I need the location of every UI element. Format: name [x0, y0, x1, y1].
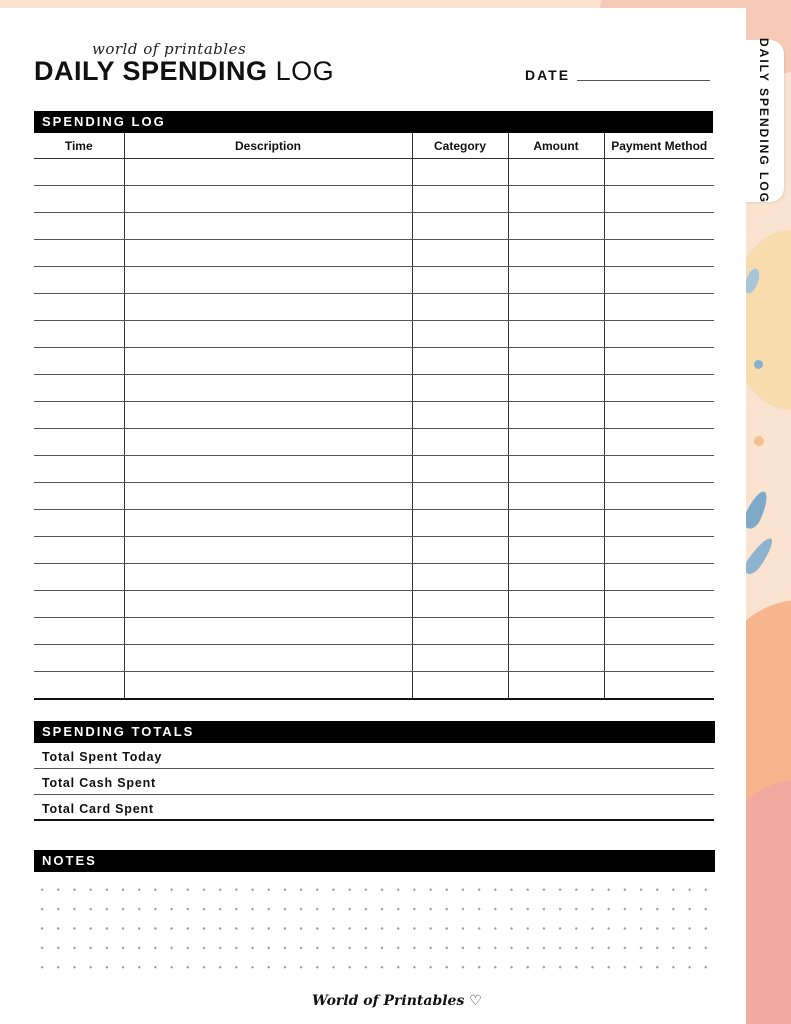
table-row — [34, 564, 714, 591]
table-body — [34, 159, 714, 700]
table-cell[interactable] — [124, 375, 412, 402]
table-cell[interactable] — [604, 618, 714, 645]
table-cell[interactable] — [412, 510, 508, 537]
table-row — [34, 294, 714, 321]
table-cell[interactable] — [124, 537, 412, 564]
table-cell[interactable] — [412, 537, 508, 564]
total-row[interactable]: Total Spent Today — [34, 743, 714, 769]
table-cell[interactable] — [412, 159, 508, 186]
table-row — [34, 402, 714, 429]
table-cell[interactable] — [508, 429, 604, 456]
table-cell[interactable] — [508, 186, 604, 213]
table-cell[interactable] — [412, 186, 508, 213]
table-cell[interactable] — [412, 348, 508, 375]
table-cell[interactable] — [34, 618, 124, 645]
spending-totals — [34, 743, 714, 821]
spending-totals-heading: SPENDING TOTALS — [34, 721, 715, 743]
table-cell[interactable] — [124, 564, 412, 591]
table-cell[interactable] — [412, 375, 508, 402]
title-light: LOG — [275, 56, 335, 86]
table-row — [34, 456, 714, 483]
table-row — [34, 483, 714, 510]
table-cell[interactable] — [124, 645, 412, 672]
table-row — [34, 375, 714, 402]
table-cell[interactable] — [124, 267, 412, 294]
table-cell[interactable] — [604, 294, 714, 321]
table-cell[interactable] — [34, 348, 124, 375]
table-row — [34, 348, 714, 375]
table-cell[interactable] — [412, 645, 508, 672]
notes-heading: NOTES — [34, 850, 715, 872]
table-cell[interactable] — [412, 456, 508, 483]
blue-leaf — [741, 535, 777, 577]
table-cell[interactable] — [412, 267, 508, 294]
table-row — [34, 591, 714, 618]
table-cell[interactable] — [124, 672, 412, 700]
table-cell[interactable] — [412, 213, 508, 240]
table-cell[interactable] — [124, 186, 412, 213]
table-cell[interactable] — [508, 348, 604, 375]
table-cell[interactable] — [124, 402, 412, 429]
table-cell[interactable] — [604, 348, 714, 375]
table-cell[interactable] — [508, 564, 604, 591]
total-row[interactable]: Total Card Spent — [34, 795, 714, 821]
column-header: Description — [124, 133, 412, 159]
table-cell[interactable] — [604, 375, 714, 402]
table-cell[interactable] — [508, 618, 604, 645]
date-label: DATE — [525, 67, 571, 83]
brand-script: world of printables — [92, 40, 247, 58]
table-cell[interactable] — [34, 537, 124, 564]
table-cell[interactable] — [604, 537, 714, 564]
notes-dot-grid[interactable] — [34, 880, 714, 980]
table-cell[interactable] — [124, 159, 412, 186]
table-cell[interactable] — [604, 159, 714, 186]
table-row — [34, 645, 714, 672]
table-cell[interactable] — [412, 402, 508, 429]
table-cell[interactable] — [34, 240, 124, 267]
blue-dot — [754, 360, 763, 369]
table-cell[interactable] — [412, 483, 508, 510]
table-cell[interactable] — [412, 591, 508, 618]
table-row — [34, 267, 714, 294]
table-row — [34, 240, 714, 267]
table-cell[interactable] — [124, 456, 412, 483]
table-cell[interactable] — [604, 564, 714, 591]
peach-dot — [754, 436, 764, 446]
table-cell[interactable] — [34, 456, 124, 483]
table-cell[interactable] — [508, 510, 604, 537]
table-cell[interactable] — [604, 672, 714, 700]
table-row — [34, 321, 714, 348]
table-cell[interactable] — [34, 294, 124, 321]
table-cell[interactable] — [508, 375, 604, 402]
table-cell[interactable] — [604, 429, 714, 456]
table-row — [34, 159, 714, 186]
table-cell[interactable] — [124, 240, 412, 267]
table-cell[interactable] — [604, 186, 714, 213]
table-cell[interactable] — [34, 564, 124, 591]
spending-log-heading: SPENDING LOG — [34, 111, 713, 133]
table-cell[interactable] — [34, 267, 124, 294]
table-cell[interactable] — [508, 591, 604, 618]
table-cell[interactable] — [604, 591, 714, 618]
table-cell[interactable] — [412, 672, 508, 700]
table-cell[interactable] — [508, 483, 604, 510]
table-cell[interactable] — [34, 186, 124, 213]
table-cell[interactable] — [124, 348, 412, 375]
heart-icon: ♡ — [469, 993, 482, 1009]
table-cell[interactable] — [34, 213, 124, 240]
table-row — [34, 672, 714, 700]
side-tab-label: DAILY SPENDING LOG — [757, 37, 771, 205]
table-cell[interactable] — [124, 618, 412, 645]
table-cell[interactable] — [412, 294, 508, 321]
table-cell[interactable] — [508, 672, 604, 700]
table-cell[interactable] — [604, 483, 714, 510]
table-cell[interactable] — [34, 510, 124, 537]
table-cell[interactable] — [34, 591, 124, 618]
table-cell[interactable] — [412, 240, 508, 267]
page-title — [34, 56, 334, 87]
table-cell[interactable] — [604, 213, 714, 240]
spending-log-table — [34, 133, 714, 700]
table-cell[interactable] — [124, 483, 412, 510]
table-cell[interactable] — [604, 510, 714, 537]
table-cell[interactable] — [508, 456, 604, 483]
column-header: Category — [412, 133, 508, 159]
table-cell[interactable] — [508, 240, 604, 267]
table-row — [34, 618, 714, 645]
table-cell[interactable] — [34, 645, 124, 672]
table-cell[interactable] — [604, 645, 714, 672]
table-cell[interactable] — [604, 240, 714, 267]
table-cell[interactable] — [34, 483, 124, 510]
table-cell[interactable] — [412, 618, 508, 645]
column-header: Amount — [508, 133, 604, 159]
table-cell[interactable] — [508, 213, 604, 240]
table-cell[interactable] — [508, 321, 604, 348]
table-cell[interactable] — [124, 510, 412, 537]
table-cell[interactable] — [508, 267, 604, 294]
side-tab[interactable] — [744, 37, 784, 205]
table-row — [34, 510, 714, 537]
total-row[interactable]: Total Cash Spent — [34, 769, 714, 795]
table-cell[interactable] — [124, 294, 412, 321]
table-cell[interactable] — [508, 159, 604, 186]
table-cell[interactable] — [508, 537, 604, 564]
table-cell[interactable] — [34, 321, 124, 348]
table-cell[interactable] — [412, 321, 508, 348]
date-field[interactable] — [577, 80, 710, 81]
table-cell[interactable] — [124, 591, 412, 618]
table-cell[interactable] — [34, 672, 124, 700]
table-cell[interactable] — [604, 267, 714, 294]
table-cell[interactable] — [604, 402, 714, 429]
table-cell[interactable] — [124, 321, 412, 348]
footer-brand — [312, 993, 482, 1009]
table-cell[interactable] — [34, 402, 124, 429]
table-cell[interactable] — [508, 402, 604, 429]
column-header: Time — [34, 133, 124, 159]
table-cell[interactable] — [508, 645, 604, 672]
table-cell[interactable] — [604, 456, 714, 483]
table-cell[interactable] — [412, 564, 508, 591]
table-cell[interactable] — [604, 321, 714, 348]
table-row — [34, 429, 714, 456]
footer-brand-text: World of Printables — [312, 993, 465, 1009]
table-cell[interactable] — [508, 294, 604, 321]
column-header: Payment Method — [604, 133, 714, 159]
table-cell[interactable] — [124, 213, 412, 240]
table-cell[interactable] — [412, 429, 508, 456]
table-cell[interactable] — [34, 429, 124, 456]
table-cell[interactable] — [34, 159, 124, 186]
table-cell[interactable] — [34, 375, 124, 402]
title-bold: DAILY SPENDING — [34, 56, 268, 86]
table-row — [34, 213, 714, 240]
table-row — [34, 186, 714, 213]
table-header-row — [34, 133, 714, 159]
table-cell[interactable] — [124, 429, 412, 456]
table-row — [34, 537, 714, 564]
